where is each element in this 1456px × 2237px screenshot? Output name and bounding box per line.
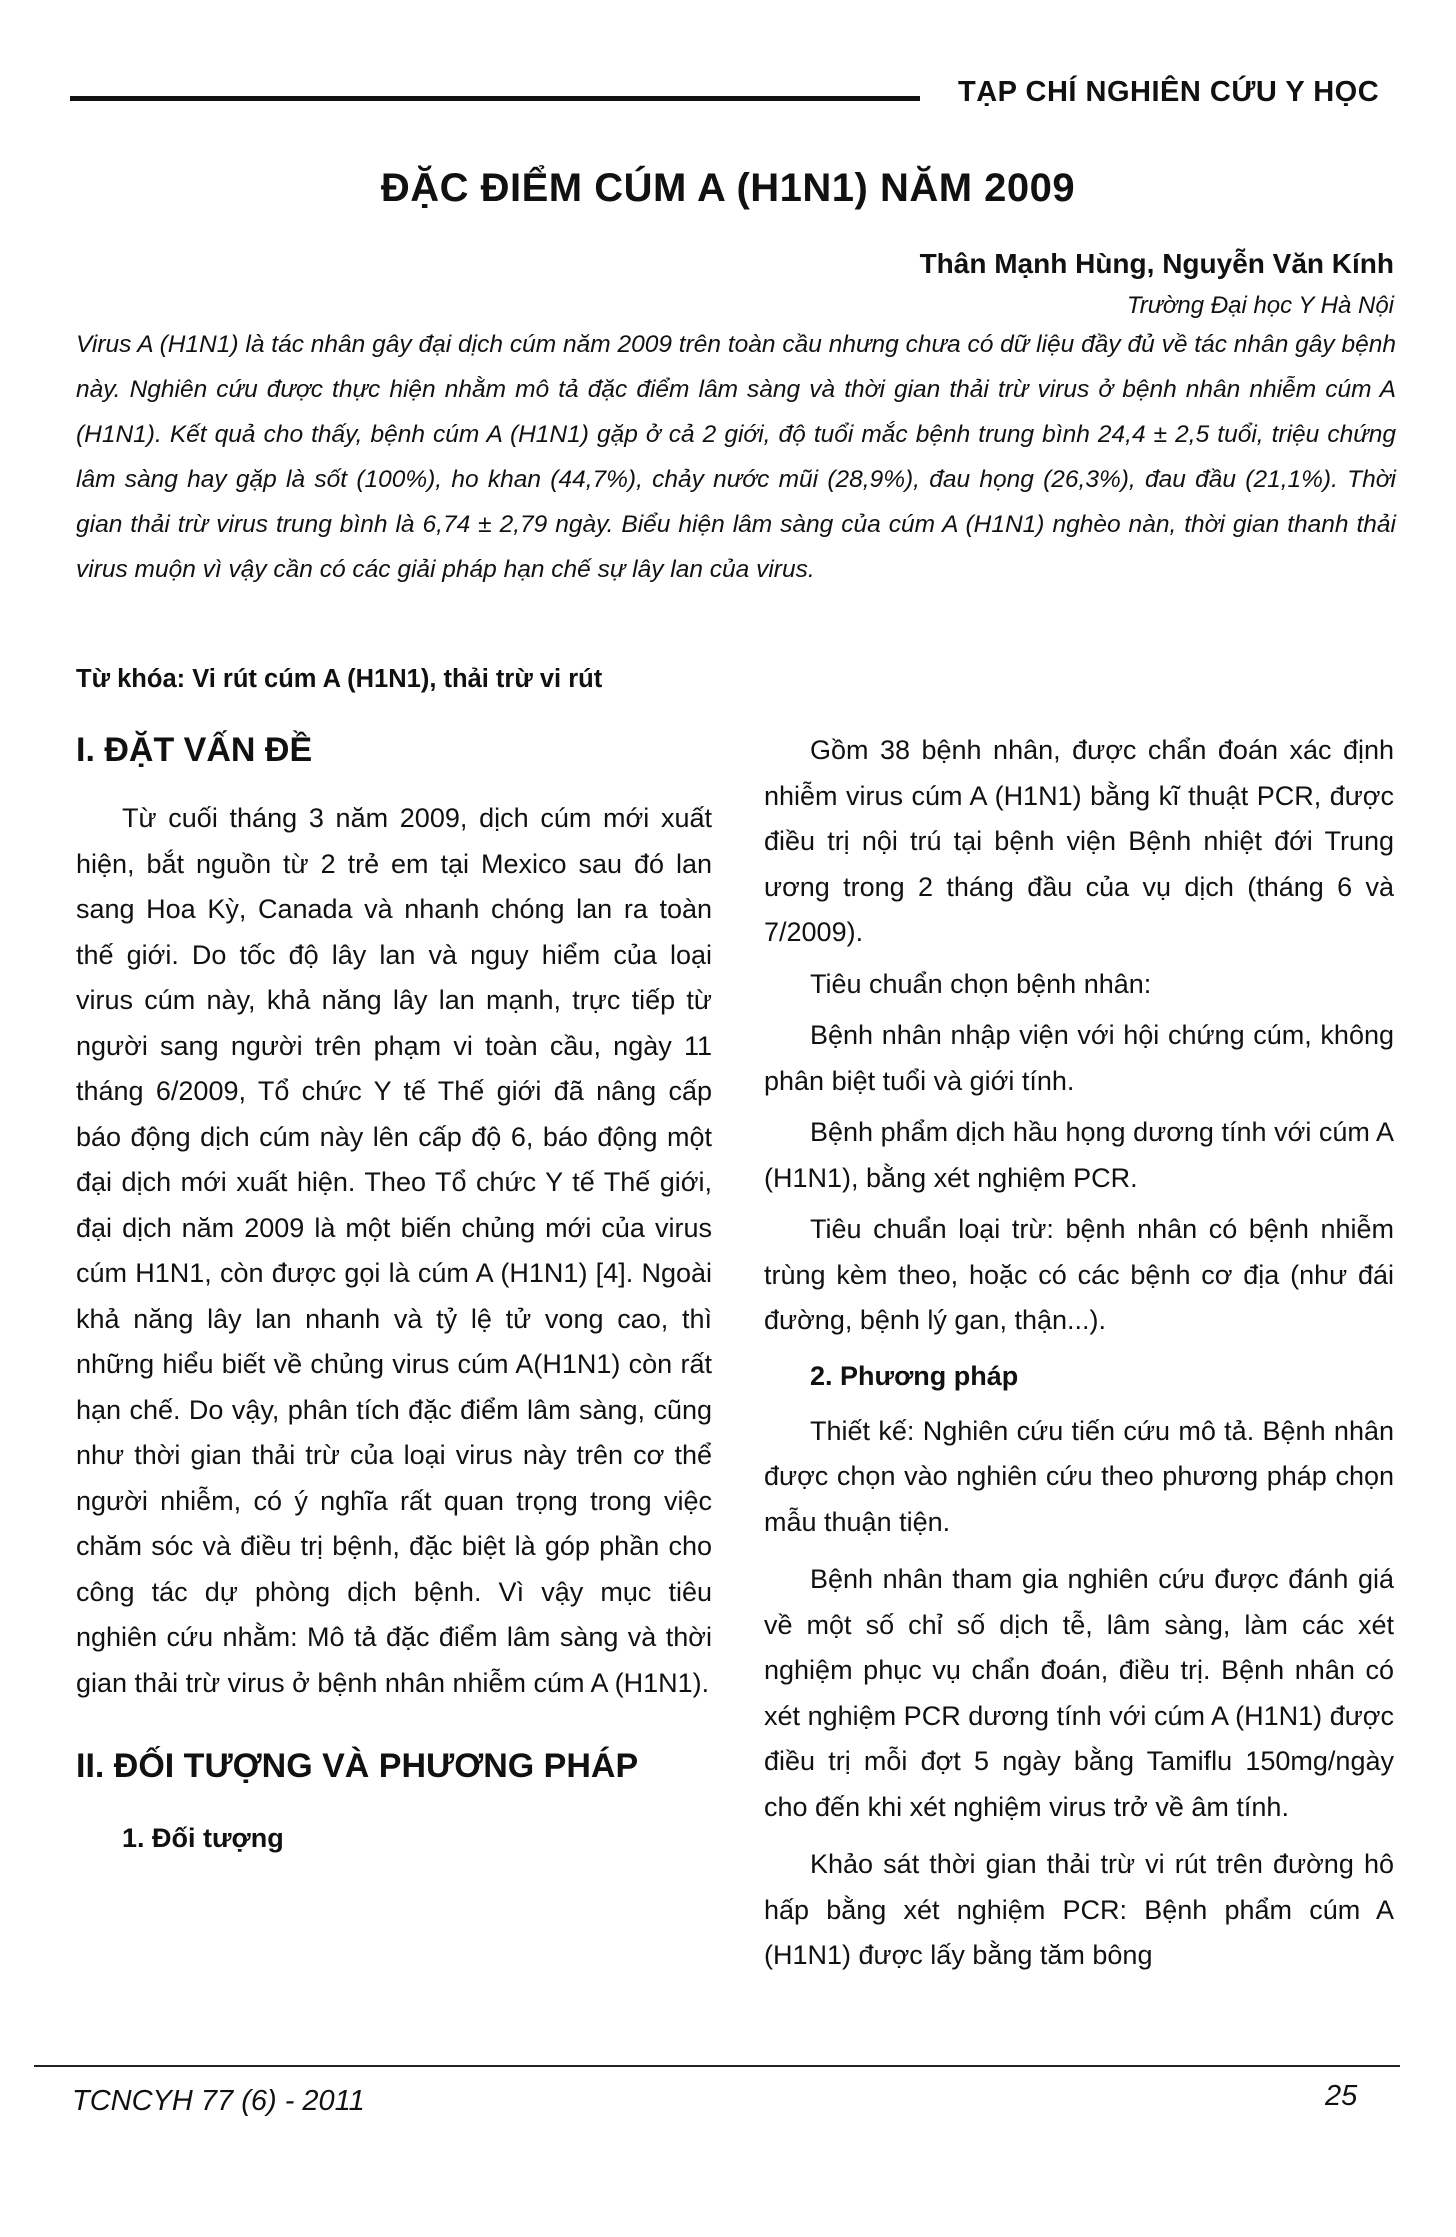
paragraph: Thiết kế: Nghiên cứu tiến cứu mô tả. Bệnh nhân được chọn vào nghiên cứu theo phương pháp chọn mẫu thuận tiện. xyxy=(764,1415,1394,1537)
paragraph: Bệnh nhân nhập viện với hội chứng cúm, không phân biệt tuổi và giới tính. xyxy=(764,1020,1394,1096)
journal-name: TẠP CHÍ NGHIÊN CỨU Y HỌC xyxy=(958,76,1380,108)
paragraph: Bệnh nhân tham gia nghiên cứu được đánh giá về một số chỉ số dịch tễ, lâm sàng, làm các xét nghiệm phục vụ chẩn đoán, điều trị. Bệnh nhân có xét nghiệm PCR dương tính với cúm A (H1N1) được điều trị mỗi đợt 5 ngày bằng Tamiflu 150mg/ngày cho đến khi xét nghiệm virus trở về âm tính. xyxy=(764,1564,1394,1822)
paragraph: Khảo sát thời gian thải trừ vi rút trên đường hô hấp bằng xét nghiệm PCR: Bệnh phẩm cúm A (H1N1) được lấy bằng tăm bông xyxy=(764,1849,1394,1970)
section-2-heading: II. ĐỐI TƯỢNG VÀ PHƯƠNG PHÁP xyxy=(76,1747,639,1785)
paragraph: Tiêu chuẩn chọn bệnh nhân: xyxy=(810,968,1152,999)
footer-rule xyxy=(34,2065,1400,2067)
page-number: 25 xyxy=(1325,2080,1358,2112)
right-column xyxy=(764,728,1394,1979)
abstract: Virus A (H1N1) là tác nhân gây đại dịch cúm năm 2009 trên toàn cầu nhưng chưa có dữ liệu đầy đủ về tác nhân gây bệnh này. Nghiên cứu được thực hiện nhằm mô tả đặc điểm lâm sàng và thời gian thải trừ virus ở bệnh nhân nhiễm cúm A (H1N1). Kết quả cho thấy, bệnh cúm A (H1N1) gặp ở cả 2 giới, độ tuổi mắc bệnh trung bình 24,4 ± 2,5 tuổi, triệu chứng lâm sàng hay gặp là sốt (100%), ho khan (44,7%), chảy nước mũi (28,9%), đau họng (26,3%), đau đầu (21,1%). Thời gian thải trừ virus trung bình là 6,74 ± 2,79 ngày. Biểu hiện lâm sàng của cúm A (H1N1) nghèo nàn, thời gian thanh thải virus muộn vì vậy cần có các giải pháp hạn chế sự lây lan của virus. xyxy=(76,331,1396,583)
article-title: ĐẶC ĐIỂM CÚM A (H1N1) NĂM 2009 xyxy=(380,166,1076,210)
paragraph: Gồm 38 bệnh nhân, được chẩn đoán xác định nhiễm virus cúm A (H1N1) bằng kĩ thuật PCR, được điều trị nội trú tại bệnh viện Bệnh nhiệt đới Trung ương trong 2 tháng đầu của vụ dịch (tháng 6 và 7/2009). xyxy=(764,735,1394,947)
paragraph: Bệnh phẩm dịch hầu họng dương tính với cúm A (H1N1), bằng xét nghiệm PCR. xyxy=(764,1117,1394,1193)
section-1-paragraph: Từ cuối tháng 3 năm 2009, dịch cúm mới xuất hiện, bắt nguồn từ 2 trẻ em tại Mexico sau đó lan sang Hoa Kỳ, Canada và nhanh chóng lan ra toàn thế giới. Do tốc độ lây lan và nguy hiểm của loại virus cúm này, khả năng lây lan mạnh, trực tiếp từ người sang người trên phạm vi toàn cầu, ngày 11 tháng 6/2009, Tổ chức Y tế Thế giới đã nâng cấp báo động dịch cúm này lên cấp độ 6, báo động một đại dịch mới xuất hiện. Theo Tổ chức Y tế Thế giới, đại dịch năm 2009 là một biến chủng mới của virus cúm H1N1, còn được gọi là cúm A (H1N1) [4]. Ngoài khả năng lây lan nhanh và tỷ lệ tử vong cao, thì những hiểu biết về chủng virus cúm A(H1N1) còn rất hạn chế. Do vậy, phân tích đặc điểm lâm sàng, cũng như thời gian thải trừ của loại virus này trên cơ thể người nhiễm, có ý nghĩa rất quan trọng trong việc chăm sóc và điều trị bệnh, đặc biệt là góp phần cho công tác dự phòng dịch bệnh. Vì vậy mục tiêu nghiên cứu nhằm: Mô tả đặc điểm lâm sàng và thời gian thải trừ virus ở bệnh nhân nhiễm cúm A (H1N1). xyxy=(76,803,712,1698)
header-rule xyxy=(70,96,920,101)
subsection-methods-heading: 2. Phương pháp xyxy=(810,1360,1019,1391)
authors: Thân Mạnh Hùng, Nguyễn Văn Kính xyxy=(919,248,1394,279)
subsection-subjects-heading: 1. Đối tượng xyxy=(122,1823,284,1853)
affiliation: Trường Đại học Y Hà Nội xyxy=(1126,292,1394,319)
journal-issue: TCNCYH 77 (6) - 2011 xyxy=(72,2085,365,2117)
left-column xyxy=(76,728,712,1861)
paragraph: Tiêu chuẩn loại trừ: bệnh nhân có bệnh nhiễm trùng kèm theo, hoặc có các bệnh cơ địa (như đái đường, bệnh lý gan, thận...). xyxy=(764,1214,1394,1335)
section-1-heading: I. ĐẶT VẤN ĐỀ xyxy=(76,731,313,769)
keywords: Từ khóa: Vi rút cúm A (H1N1), thải trừ vi rút xyxy=(76,665,603,693)
